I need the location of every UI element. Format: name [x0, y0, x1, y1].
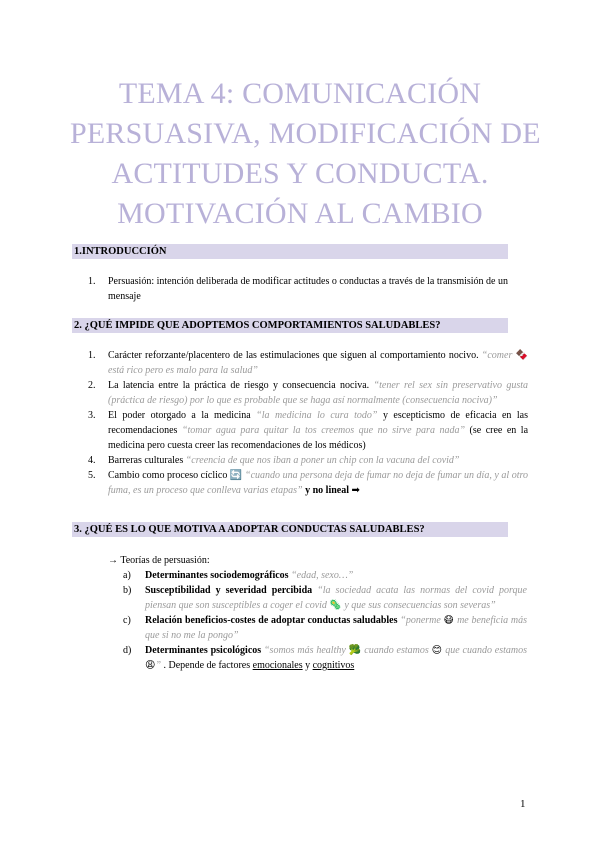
page-number: 1 — [520, 798, 526, 810]
list-item: 1. Persuasión: intención deliberada de modificar actitudes o conductas a través de la transmisión de un mensaje — [88, 276, 508, 302]
list-item: b) Susceptibilidad y severidad percibida “la sociedad acata las normas del covid porque piensan que son susceptibles a coger el covid 🦠 y que sus consecuencias son severas” — [123, 585, 527, 611]
list-item: d) Determinantes psicológicos “somos más healthy 🥦 cuando estamos 😊 que cuando estamos 😩” . Depende de factores emocionales y cognitivos — [123, 645, 528, 671]
mask-icon: 😷 — [443, 615, 455, 626]
list-item: a) Determinantes sociodemográficos “edad, sexo…” — [123, 570, 354, 581]
list-item: 1. Carácter reforzante/placentero de las estimulaciones que siguen al comportamiento nocivo. “comer 🍫 está rico pero es malo para la salud” — [88, 350, 529, 376]
list-item: 4. Barreras culturales “creencia de que nos iban a poner un chip con la vacuna del covid” — [88, 455, 460, 466]
section-heading-introduccion: 1.INTRODUCCIÓN — [72, 244, 508, 259]
happy-face-icon: 😊 — [431, 645, 443, 656]
section-3-list — [123, 568, 528, 673]
theories-intro: → Teorías de persuasión: — [108, 555, 210, 566]
section-1-list — [88, 274, 508, 304]
section-heading-impide: 2. ¿QUÉ IMPIDE QUE ADOPTEMOS COMPORTAMIENTOS SALUDABLES? — [72, 318, 508, 333]
virus-icon: 🦠 — [329, 600, 342, 611]
chocolate-icon: 🍫 — [515, 350, 529, 361]
list-item: 5. Cambio como proceso cíclico 🔄 “cuando una persona deja de fumar no deja de fumar un día, y al otro fuma, es un proceso que conlleva varias etapas” y no lineal ➡ — [88, 470, 529, 496]
sad-face-icon: 😩 — [145, 660, 156, 671]
arrow-right-icon: ➡ — [351, 485, 360, 496]
section-2-list — [88, 348, 529, 498]
list-item: 3. El poder otorgado a la medicina “la medicina lo cura todo” y escepticismo de eficacia en las recomendaciones “tomar agua para quitar la tos creemos que no sirve para nada” (se cree en la medicina pero cuesta creer las recomendaciones de los médicos) — [88, 410, 529, 451]
broccoli-icon: 🥦 — [348, 645, 362, 656]
page-title: TEMA 4: COMUNICACIÓN PERSUASIVA, MODIFICACIÓN DE ACTITUDES Y CONDUCTA. MOTIVACIÓN AL CAMBIO — [70, 77, 541, 230]
list-item: c) Relación beneficios-costes de adoptar conductas saludables “ponerme 😷 me beneficia más que si no me la pongo” — [123, 615, 528, 641]
list-item: 2. La latencia entre la práctica de riesgo y consecuencia nociva. “tener rel sex sin preservativo gusta (práctica de riesgo) por lo que es probable que se haga así normalmente (consecuencia nociva)” — [88, 380, 529, 406]
cycle-icon: 🔄 — [229, 470, 243, 481]
section-heading-motiva: 3. ¿QUÉ ES LO QUE MOTIVA A ADOPTAR CONDUCTAS SALUDABLES? — [72, 522, 508, 537]
